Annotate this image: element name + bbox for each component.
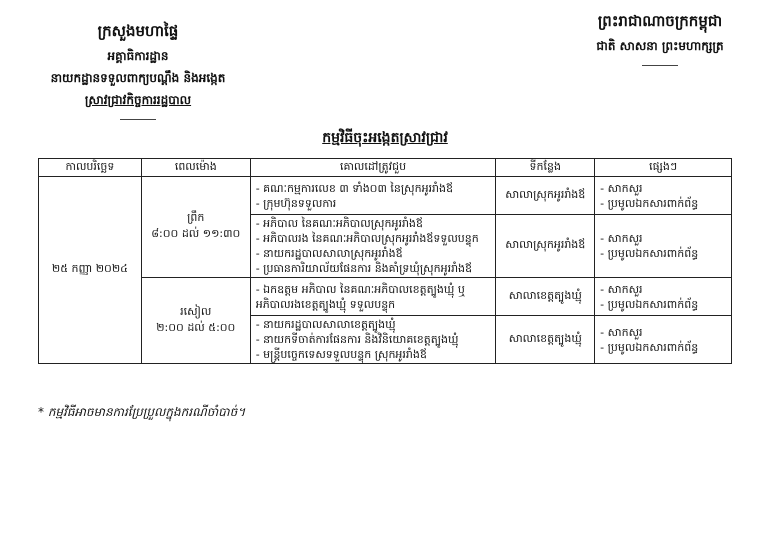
column-header-location: ទីកន្លែង <box>496 159 595 177</box>
column-header-time: ពេលម៉ោង <box>141 159 250 177</box>
target-item: - អភិបាលរង នៃគណៈអភិបាលស្រុកអូររាំងឪទទួលបន្ទុក <box>255 232 479 245</box>
morning-session-cell <box>141 177 250 278</box>
location-cell: សាលាស្រុកអូររាំងឪ <box>496 215 595 278</box>
table-header-row <box>39 159 732 177</box>
session-time: ៨:០០ ដល់ ១១:៣០ <box>151 227 241 240</box>
target-item: - ក្រុមហ៊ុនទទួលការ <box>255 196 337 210</box>
note-item: - សាកសួរ <box>600 325 643 339</box>
target-item: - ប្រធានការិយាល័យផែនការ និងគាំទ្រឃុំស្រុកអូររាំងឪ <box>255 262 473 275</box>
notes-cell <box>595 215 732 278</box>
header-right <box>560 12 760 66</box>
location-cell: សាលាខេត្តត្បូងឃ្មុំ <box>496 316 595 364</box>
office-subtitle: ស្រាវជ្រាវកិច្ចការរដ្ឋបាល <box>84 93 192 107</box>
header-right-divider <box>642 65 678 66</box>
targets-cell <box>250 316 496 364</box>
note-item: - សាកសួរ <box>600 282 643 296</box>
note-item: - សាកសួរ <box>600 232 643 245</box>
targets-cell <box>250 278 496 316</box>
target-item: - អភិបាល នៃគណៈអភិបាលស្រុកអូររាំងឪ <box>255 217 423 230</box>
session-label: ព្រឹក <box>187 211 205 224</box>
location-cell: សាលាស្រុកអូររាំងឪ <box>496 177 595 215</box>
targets-cell <box>250 177 496 215</box>
target-item: - នាយកទីចាត់ការផែនការ និងវិនិយោគខេត្តត្បូងឃ្មុំ <box>255 333 459 346</box>
note-item: - ប្រមូលឯកសារពាក់ព័ន្ធ <box>600 247 699 260</box>
column-header-date: កាលបរិច្ឆេទ <box>39 159 142 177</box>
national-motto: ជាតិ សាសនា ព្រះមហាក្សត្រ <box>596 39 724 53</box>
target-item: - មន្ត្រីបច្ចេកទេសទទួលបន្ទុក ស្រុកអូររាំងឪ <box>255 348 427 361</box>
notes-cell <box>595 278 732 316</box>
column-header-targets: គោលដៅត្រូវជួប <box>250 159 496 177</box>
target-item: អភិបាលរងខេត្តត្បូងឃ្មុំ ទទួលបន្ទុក <box>255 297 396 311</box>
notes-cell <box>595 177 732 215</box>
note-item: - សាកសួរ <box>600 181 643 195</box>
column-header-notes: ផ្សេងៗ <box>595 159 732 177</box>
header-left <box>38 22 238 120</box>
notes-cell <box>595 316 732 364</box>
table-row <box>39 278 732 316</box>
table-row <box>39 177 732 215</box>
targets-cell <box>250 215 496 278</box>
document-title: កម្មវិធីចុះអង្កេតស្រាវជ្រាវ <box>322 130 448 146</box>
date-cell: ២៥ កញ្ញា ២០២៤ <box>39 177 142 364</box>
kingdom-name: ព្រះរាជាណាចក្រកម្ពុជា <box>597 12 723 30</box>
office-name: នាយកដ្ឋានទទួលពាក្យបណ្តឹង និងអង្កេត <box>50 71 226 85</box>
target-item: - នាយករដ្ឋបាលសាលាស្រុកអូររាំងឪ <box>255 247 403 260</box>
session-time: ២:០០ ដល់ ៥:០០ <box>156 320 236 334</box>
header-left-divider <box>120 119 156 120</box>
location-cell: សាលាខេត្តត្បូងឃ្មុំ <box>496 278 595 316</box>
note-item: - ប្រមូលឯកសារពាក់ព័ន្ធ <box>600 196 699 210</box>
note-item: - ប្រមូលឯកសារពាក់ព័ន្ធ <box>600 340 699 354</box>
target-item: - នាយករដ្ឋបាលសាលាខេត្តត្បូងឃ្មុំ <box>255 318 396 331</box>
target-item: - គណៈកម្មការលេខ ៣ ទាំង០៣ នៃស្រុកអូររាំងឪ <box>255 181 453 195</box>
session-label: រសៀល <box>180 304 212 318</box>
footnote: * កម្មវិធីអាចមានការប្រែប្រួលក្នុងករណីចាំបាច់។ <box>38 405 246 419</box>
note-item: - ប្រមូលឯកសារពាក់ព័ន្ធ <box>600 297 699 311</box>
target-item: - ឯកឧត្តម អភិបាល នៃគណៈអភិបាលខេត្តត្បូងឃ្មុំ ឬ <box>255 282 465 296</box>
ministry-name: ក្រសួងមហាផ្ទៃ <box>97 22 179 40</box>
afternoon-session-cell <box>141 278 250 364</box>
department-name: អគ្គាធិការដ្ឋាន <box>107 49 169 63</box>
schedule-table <box>38 158 732 364</box>
